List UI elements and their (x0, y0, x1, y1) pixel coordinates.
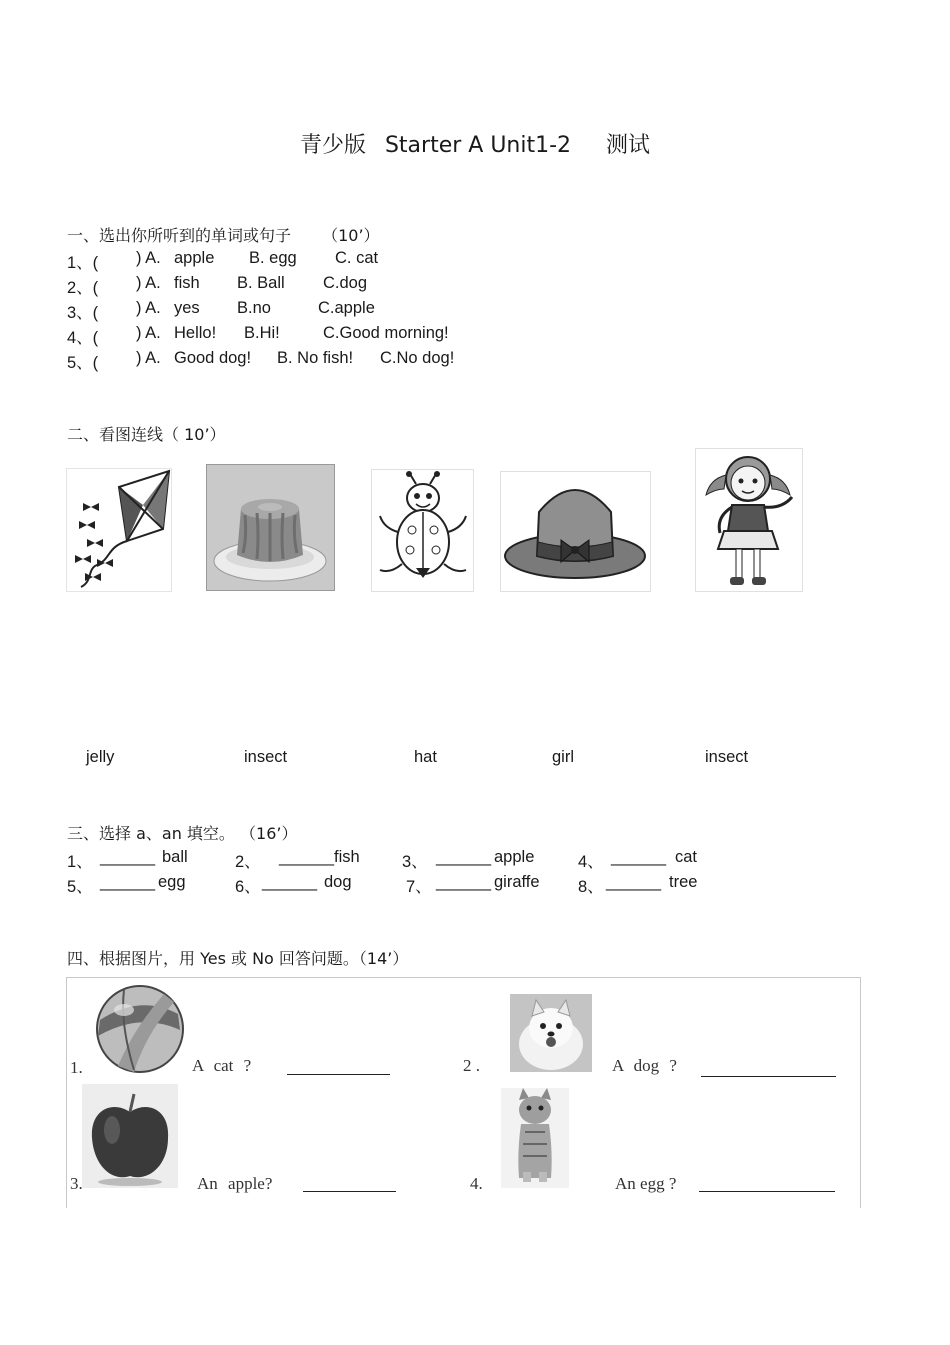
q1-option-a-label: ) A. (136, 324, 161, 342)
title-suffix: 测试 (606, 133, 651, 158)
cat-picture (501, 1088, 569, 1188)
match-word-5: insect (705, 748, 749, 766)
q4-answer-line-4[interactable] (699, 1191, 835, 1192)
q4-answer-line-3[interactable] (303, 1191, 396, 1192)
fill-word: fish (334, 848, 360, 866)
q1-option-c: C.apple (318, 299, 375, 317)
fill-word: dog (324, 873, 352, 891)
q1-option-a: fish (174, 274, 200, 292)
fill-number: 4、 (578, 853, 604, 871)
dog-picture (510, 994, 592, 1072)
fill-blank[interactable]: ______ (611, 848, 667, 866)
q1-option-b: B. egg (249, 249, 297, 267)
jelly-picture (206, 464, 335, 591)
fill-word: giraffe (494, 873, 540, 891)
fill-number: 7、 (406, 878, 432, 896)
girl-picture (695, 448, 803, 592)
q4-num-3: 3. (70, 1174, 83, 1193)
q1-option-a-label: ) A. (136, 299, 161, 317)
fill-number: 3、 (402, 853, 428, 871)
q1-option-a: Good dog! (174, 349, 252, 367)
q1-option-a: apple (174, 249, 215, 267)
ladybug-picture (371, 469, 474, 592)
fill-number: 2、 (235, 853, 261, 871)
q1-option-b: B.Hi! (244, 324, 280, 342)
q1-option-b: B. No fish! (277, 349, 354, 367)
q1-number: 4、( (67, 329, 99, 347)
q1-option-c: C.No dog! (380, 349, 455, 367)
section4-heading: 四、根据图片，用 Yes 或 No 回答问题。（14’） (67, 949, 409, 968)
fill-blank[interactable]: ______ (262, 873, 318, 891)
section1-heading: 一、选出你所听到的单词或句子 （10’） (67, 226, 380, 245)
fill-blank[interactable]: ______ (279, 848, 335, 866)
q4-question-3: An apple? (197, 1174, 273, 1193)
q4-question-2: A dog ? (612, 1056, 677, 1075)
kite-picture (66, 468, 172, 592)
q4-num-4: 4. (470, 1174, 483, 1193)
title-cn: 青少版 (299, 133, 366, 158)
apple-picture (82, 1084, 178, 1188)
ball-picture (94, 984, 186, 1078)
fill-blank[interactable]: ______ (606, 873, 662, 891)
fill-number: 5、 (67, 878, 93, 896)
q4-answer-line-2[interactable] (701, 1076, 836, 1077)
fill-number: 8、 (578, 878, 604, 896)
q1-option-a: Hello! (174, 324, 217, 342)
match-word-4: girl (552, 748, 575, 766)
fill-number: 6、 (235, 878, 261, 896)
title-main: Starter A Unit1-2 (384, 133, 572, 158)
fill-word: ball (162, 848, 188, 866)
fill-word: cat (675, 848, 698, 866)
q1-option-a-label: ) A. (136, 349, 161, 367)
q1-option-c: C.dog (323, 274, 368, 292)
match-word-3: hat (414, 748, 437, 766)
fill-word: egg (158, 873, 186, 891)
match-word-2: insect (244, 748, 288, 766)
q1-option-a: yes (174, 299, 200, 317)
q1-number: 5、( (67, 354, 99, 372)
q1-option-b: B.no (237, 299, 271, 317)
q1-number: 3、( (67, 304, 99, 322)
hat-picture (500, 471, 651, 592)
fill-word: tree (669, 873, 698, 891)
q1-option-c: C. cat (335, 249, 379, 267)
section3-heading: 三、选择 a、an 填空。 （16’） (67, 824, 298, 843)
q1-number: 2、( (67, 279, 99, 297)
fill-blank[interactable]: ______ (436, 873, 492, 891)
q1-option-a-label: ) A. (136, 249, 161, 267)
q1-number: 1、( (67, 254, 99, 272)
q1-option-c: C.Good morning! (323, 324, 449, 342)
q4-question-1: A cat ? (192, 1056, 252, 1075)
q4-question-4: An egg ? (615, 1174, 677, 1193)
q4-answer-line-1[interactable] (287, 1074, 390, 1075)
fill-blank[interactable]: ______ (436, 848, 492, 866)
fill-number: 1、 (67, 853, 93, 871)
fill-word: apple (494, 848, 535, 866)
fill-blank[interactable]: ______ (100, 848, 156, 866)
section2-heading: 二、看图连线（ 10’） (67, 425, 226, 444)
q1-option-b: B. Ball (237, 274, 285, 292)
q1-option-a-label: ) A. (136, 274, 161, 292)
match-word-1: jelly (86, 748, 115, 766)
q4-num-1: 1. (70, 1058, 83, 1077)
q4-num-2: 2 . (463, 1056, 480, 1075)
fill-blank[interactable]: ______ (100, 873, 156, 891)
page-title (0, 128, 950, 159)
